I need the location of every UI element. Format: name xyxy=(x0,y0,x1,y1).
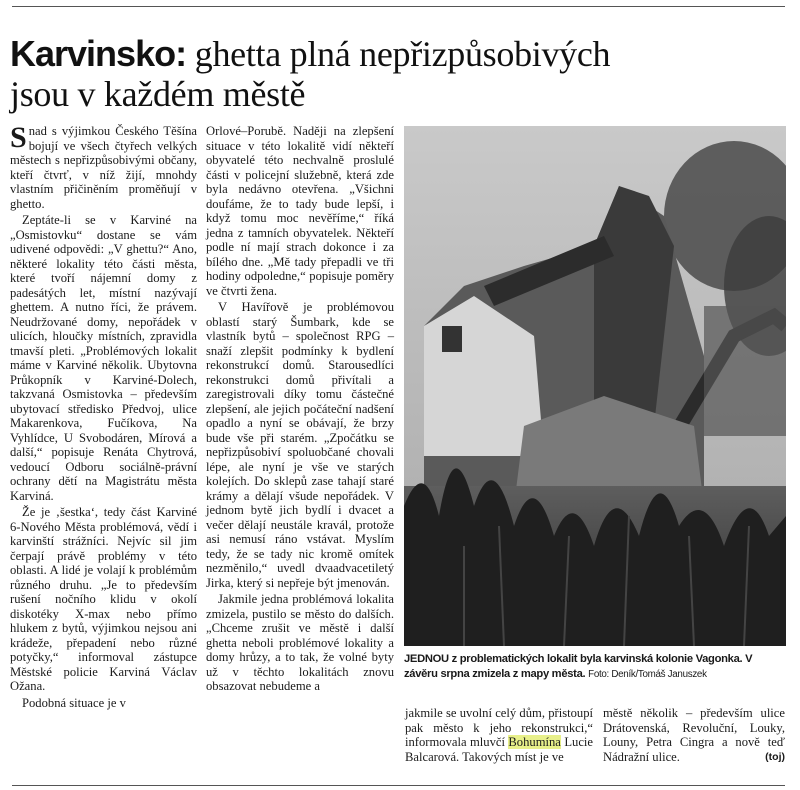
article-column-2 xyxy=(206,124,394,694)
top-rule xyxy=(12,6,785,7)
paragraph-text: Lucie Balcarová. Takových míst je ve xyxy=(405,735,593,764)
paragraph-text: nad s výjimkou Českého Těšína bojují ve všech čtyřech velkých městech s nepřizpůsobivými občany, kteří čtvrť, v níž žijí, mnohdy vlastním přičiněním proměňují v ghetto. xyxy=(10,124,197,211)
drop-cap: S xyxy=(10,121,27,154)
demolition-photo xyxy=(404,126,786,646)
headline-line2: jsou v každém městě xyxy=(10,74,306,114)
paragraph-text: městě několik – především ulice Drátovenská, Revoluční, Louky, Louny, Petra Cingra a nově teď Nádražní ulice. xyxy=(603,706,785,764)
photo-caption xyxy=(404,652,786,682)
paragraph: Jakmile jedna problémová lokalita zmizela, pustilo se město do dalších. „Chceme zrušit ve městě i další ghetta neboli problémové lokality a domy hrůzy, a to tak, že volné byty už v těchto lokalitách znovu obsazovat nebudeme a xyxy=(206,592,394,693)
article-column-4 xyxy=(603,706,785,764)
paragraph: Orlové–Porubě. Naději na zlepšení situace v této lokalitě vidí někteří obyvatelé této nechvalně proslulé části v policejní služebně, která zde byla nedávno otevřena. „Všichni doufáme, že to tady bude lepší, i když tomu moc nevěříme,“ říká jedna z tamních obyvatelek. Někteří podle ní mají strach dokonce i za bílého dne. „Mě tady přepadli ve tři hodiny odpoledne,“ popisuje poměry ve čtvrti žena. xyxy=(206,124,394,298)
headline-lead: Karvinsko: xyxy=(10,33,187,74)
bottom-rule xyxy=(12,785,785,786)
paragraph: Podobná situace je v xyxy=(22,695,126,710)
paragraph xyxy=(603,706,785,764)
paragraph: V Havířově je problémovou oblastí starý Šumbark, kde se vlastník bytů – společnost RPG – snaží zlepšit podmínky k bydlení rekonstrukcí domů. Starousedlíci rekonstrukci domů přivítali a zaregistrovali díky tomu částečné zlepšení, ale jejich počáteční nadšení opadlo a nyní se obávají, že brzy bude vše při starém. „Zpočátku se nepřizpůsobiví spoluobčané chovali lépe, ale nyní je vše ve starých kolejích. Do sklepů zase tahají staré krámy a dělají všude nepořádek. V jednom bytě jich bydlí i dvacet a večer dělají neustále kravál, protože asi nemusí ráno vstávat. Myslím tedy, že se tady nic kromě omítek nezměnilo,“ uvedl dvaadvacetiletý Jirka, který si nepřeje být jmenován. xyxy=(206,300,394,590)
paragraph-text: jakmile se uvolní celý dům, přistoupí pak město k jeho rekonstrukci,“ informovala mluvčí xyxy=(405,706,593,749)
paragraph: Zeptáte-li se v Karviné na „Osmistovku“ dostane se vám udivené odpovědi: „V ghettu?“ Ano, některé lokality této části města, které tvoří nájemní domy z padesátých let, místní nazývají ghettem. A nutno říci, že právem. Neudržované domy, nepořádek v ulicích, hloučky místních, zpravidla tmavší pleti. „Problémových lokalit máme v Karviné několik. Ubytovna Průkopník v Karviné-Dolech, takzvaná Osmistovka – především ubytovací středisko Předvoj, ulice Makarenkova, Fučíkova, Na Vyhlídce, U Svobodáren, Mírová a další,“ popisuje Renáta Chytrová, vedoucí Odboru sociálně-právní ochrany dětí na Magistrátu města Karviná. xyxy=(10,213,197,503)
photo-credit: Foto: Deník/Tomáš Januszek xyxy=(588,669,707,680)
article-headline xyxy=(10,34,790,114)
photo-illustration xyxy=(404,126,786,646)
paragraph: Že je ‚šestka‘, tedy část Karviné 6-Nového Města problémová, vědí i karvinští strážníci. Nejvíc sil jim čerpají právě problémy v této oblasti. A lidé je volají k problémům různého druhu. „Je to především rušení nočního klidu v okolí diskotéky X-max nebo přímo hlukem z bytů, výjimkou nejsou ani krádeže, přepadení nebo různé potyčky,“ informoval zástupce Městské policie Karviná Václav Ožana. xyxy=(10,505,197,693)
author-signature: (toj) xyxy=(765,750,785,763)
highlighted-word: Bohumína xyxy=(508,735,561,749)
article-column-1 xyxy=(10,121,197,710)
paragraph xyxy=(405,706,593,764)
caption-text: JEDNOU z problematických lokalit byla karvinská kolonie Vagonka. V závěru srpna zmizela z mapy města. xyxy=(404,653,753,680)
paragraph xyxy=(10,121,197,211)
headline-line1-rest: ghetta plná nepřizpůsobivých xyxy=(194,34,611,74)
article-column-3 xyxy=(405,706,593,764)
